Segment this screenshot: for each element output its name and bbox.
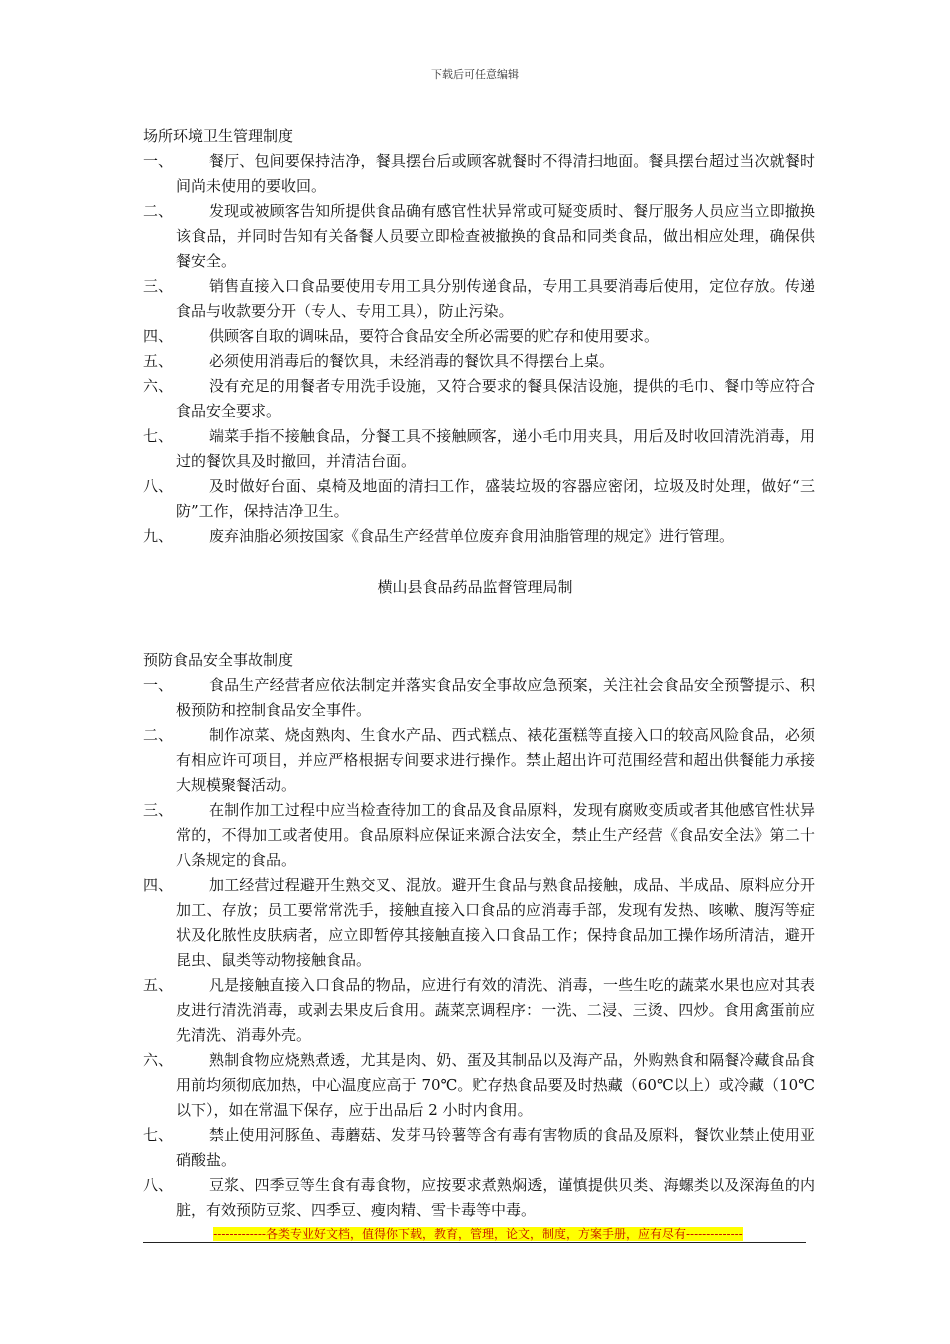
section-title: 场所环境卫生管理制度 xyxy=(143,127,294,145)
rule-text: 禁止使用河豚鱼、毒蘑菇、发芽马铃薯等含有毒有害物质的食品及原料，餐饮业禁止使用亚硝酸盐。 xyxy=(176,1126,815,1169)
rule-item xyxy=(143,723,815,798)
rule-list xyxy=(143,149,815,549)
rule-number: 四、 xyxy=(143,327,174,345)
footer-banner xyxy=(150,1225,806,1242)
rule-text: 销售直接入口食品要使用专用工具分别传递食品，专用工具要消毒后使用，定位存放。传递食品与收款要分开（专人、专用工具），防止污染。 xyxy=(176,277,815,320)
page-header: 下载后可任意编辑 xyxy=(431,68,519,81)
rule-text: 及时做好台面、桌椅及地面的清扫工作，盛装垃圾的容器应密闭，垃圾及时处理，做好“三防”工作，保持洁净卫生。 xyxy=(176,477,815,520)
rule-item xyxy=(143,149,815,199)
rule-item xyxy=(143,1048,815,1123)
rule-number: 三、 xyxy=(143,277,174,295)
rule-item xyxy=(143,673,815,723)
rule-item xyxy=(143,424,815,474)
rule-item xyxy=(143,1123,815,1173)
rule-item xyxy=(143,374,815,424)
rule-number: 九、 xyxy=(143,527,174,545)
rule-item xyxy=(143,349,815,374)
rule-text: 必须使用消毒后的餐饮具，未经消毒的餐饮具不得摆台上桌。 xyxy=(209,352,615,370)
rule-number: 七、 xyxy=(143,1126,174,1144)
rule-text: 餐厅、包间要保持洁净，餐具摆台后或顾客就餐时不得清扫地面。餐具摆台超过当次就餐时间尚未使用的要收回。 xyxy=(176,152,815,195)
rule-number: 六、 xyxy=(143,1051,174,1069)
rule-number: 五、 xyxy=(143,976,174,994)
rule-number: 二、 xyxy=(143,726,174,744)
rule-list xyxy=(143,673,815,1223)
issuer-signature: 横山县食品药品监督管理局制 xyxy=(377,578,573,596)
section-food-safety-prevention xyxy=(143,648,815,1223)
rule-text: 没有充足的用餐者专用洗手设施，又符合要求的餐具保洁设施，提供的毛巾、餐巾等应符合食品安全要求。 xyxy=(176,377,815,420)
rule-text: 发现或被顾客告知所提供食品确有感官性状异常或可疑变质时、餐厅服务人员应当立即撤换该食品，并同时告知有关备餐人员要立即检查被撤换的食品和同类食品，做出相应处理，确保供餐安全。 xyxy=(176,202,815,270)
footer-divider xyxy=(143,1242,806,1243)
rule-item xyxy=(143,798,815,873)
section-title: 预防食品安全事故制度 xyxy=(143,651,294,669)
rule-item xyxy=(143,1173,815,1223)
rule-number: 三、 xyxy=(143,801,174,819)
rule-text: 供顾客自取的调味品，要符合食品安全所必需要的贮存和使用要求。 xyxy=(209,327,660,345)
rule-number: 六、 xyxy=(143,377,174,395)
rule-text: 废弃油脂必须按国家《食品生产经营单位废弃食用油脂管理的规定》进行管理。 xyxy=(209,527,735,545)
rule-text: 制作凉菜、烧卤熟肉、生食水产品、西式糕点、裱花蛋糕等直接入口的较高风险食品，必须有相应许可项目，并应严格根据专间要求进行操作。禁止超出许可范围经营和超出供餐能力承接大规模聚餐活动。 xyxy=(176,726,815,794)
rule-number: 一、 xyxy=(143,152,174,170)
rule-item xyxy=(143,973,815,1048)
rule-text: 食品生产经营者应依法制定并落实食品安全事故应急预案，关注社会食品安全预警提示、积极预防和控制食品安全事件。 xyxy=(176,676,815,719)
rule-number: 二、 xyxy=(143,202,174,220)
rule-number: 四、 xyxy=(143,876,174,894)
footer-banner-text: -------------各类专业好文档，值得你下载，教育，管理，论文，制度，方案手册，应有尽有-------------- xyxy=(213,1227,743,1241)
rule-text: 加工经营过程避开生熟交叉、混放。避开生食品与熟食品接触，成品、半成品、原料应分开加工、存放；员工要常常洗手，接触直接入口食品的应消毒手部，发现有发热、咳嗽、腹泻等症状及化脓性皮肤病者，应立即暂停其接触直接入口食品工作；保持食品加工操作场所清洁，避开昆虫、鼠类等动物接触食品。 xyxy=(176,876,815,969)
rule-item xyxy=(143,873,815,973)
rule-number: 五、 xyxy=(143,352,174,370)
rule-text: 熟制食物应烧熟煮透，尤其是肉、奶、蛋及其制品以及海产品，外购熟食和隔餐冷藏食品食用前均须彻底加热，中心温度应高于 70℃。贮存热食品要及时热藏（60℃以上）或冷藏（10℃以下），如在常温下保存，应于出品后 2 小时内食用。 xyxy=(176,1051,815,1119)
rule-number: 一、 xyxy=(143,676,174,694)
rule-item xyxy=(143,474,815,524)
rule-text: 端菜手指不接触食品，分餐工具不接触顾客，递小毛巾用夹具，用后及时收回清洗消毒，用过的餐饮具及时撤回，并清洁台面。 xyxy=(176,427,815,470)
rule-text: 在制作加工过程中应当检查待加工的食品及食品原料，发现有腐败变质或者其他感官性状异常的，不得加工或者使用。食品原料应保证来源合法安全，禁止生产经营《食品安全法》第二十八条规定的食品。 xyxy=(176,801,815,869)
section-environment-hygiene xyxy=(143,124,815,549)
rule-item xyxy=(143,524,815,549)
rule-number: 七、 xyxy=(143,427,174,445)
rule-item xyxy=(143,324,815,349)
rule-text: 豆浆、四季豆等生食有毒食物，应按要求煮熟焖透，谨慎提供贝类、海螺类以及深海鱼的内脏，有效预防豆浆、四季豆、瘦肉精、雪卡毒等中毒。 xyxy=(176,1176,815,1219)
rule-item xyxy=(143,199,815,274)
rule-item xyxy=(143,274,815,324)
rule-number: 八、 xyxy=(143,1176,174,1194)
rule-number: 八、 xyxy=(143,477,174,495)
rule-text: 凡是接触直接入口食品的物品，应进行有效的清洗、消毒，一些生吃的蔬菜水果也应对其表皮进行清洗消毒，或剥去果皮后食用。蔬菜烹调程序：一洗、二浸、三烫、四炒。食用禽蛋前应先清洗、消毒外壳。 xyxy=(176,976,815,1044)
